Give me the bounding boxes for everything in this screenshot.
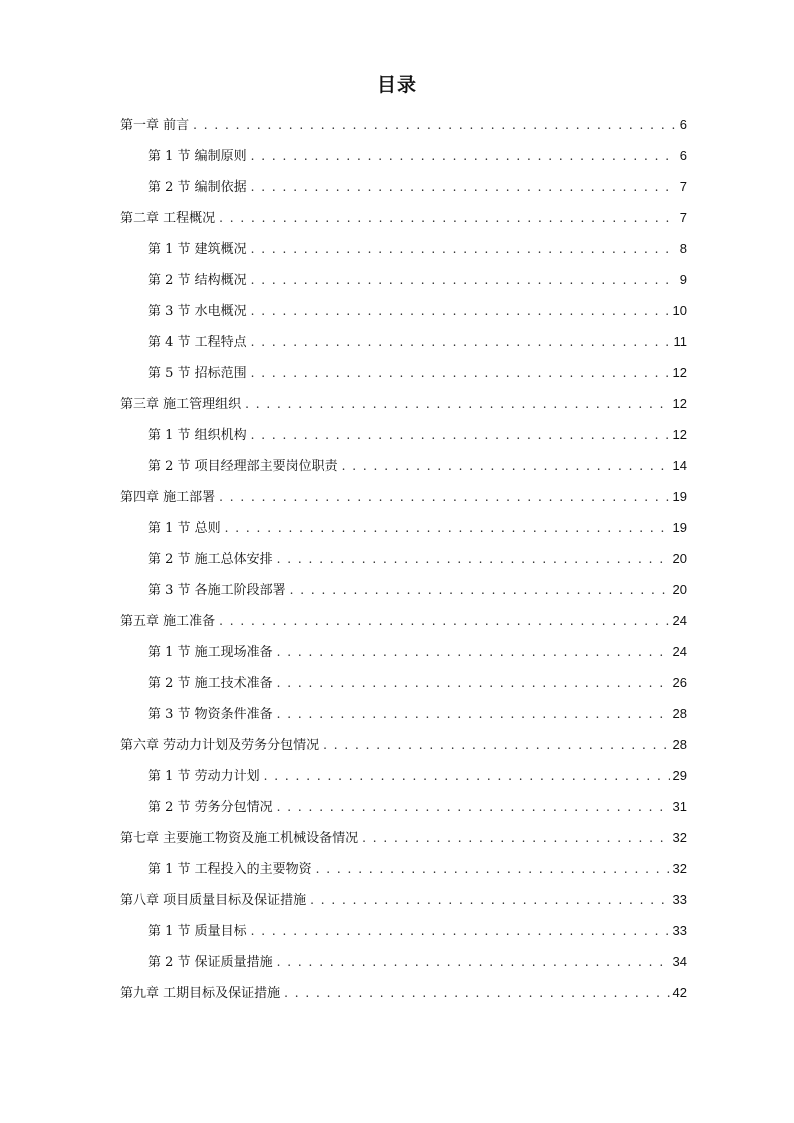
toc-page-number: 6 (679, 148, 687, 163)
toc-page-number: 33 (672, 923, 687, 938)
toc-chapter-entry[interactable] (120, 481, 687, 512)
toc-page-number: 32 (672, 830, 687, 845)
toc-section-entry[interactable] (120, 667, 687, 698)
toc-dot-leader (245, 389, 669, 420)
toc-entry-label: 第 2 节 结构概况 (148, 273, 247, 288)
toc-section-entry[interactable] (120, 698, 687, 729)
toc-page-number: 8 (679, 241, 687, 256)
toc-chapter-entry[interactable] (120, 388, 687, 419)
toc-page-number: 12 (672, 427, 687, 442)
toc-dot-leader (264, 761, 670, 792)
toc-entry-label: 第 1 节 编制原则 (148, 149, 247, 164)
toc-dot-leader (251, 358, 670, 389)
toc-entry-label: 第 4 节 工程特点 (148, 335, 247, 350)
toc-dot-leader (284, 978, 669, 1009)
toc-page-number: 26 (672, 675, 687, 690)
toc-list (120, 109, 687, 1008)
toc-section-entry[interactable] (120, 233, 687, 264)
toc-section-entry[interactable] (120, 357, 687, 388)
toc-dot-leader (277, 668, 670, 699)
toc-dot-leader (219, 606, 669, 637)
toc-section-entry[interactable] (120, 264, 687, 295)
toc-page-number: 31 (672, 799, 687, 814)
toc-entry-label: 第 2 节 项目经理部主要岗位职责 (148, 459, 338, 474)
toc-chapter-entry[interactable] (120, 109, 687, 140)
toc-entry-label: 第 2 节 施工技术准备 (148, 676, 273, 691)
toc-dot-leader (219, 482, 669, 513)
toc-section-entry[interactable] (120, 295, 687, 326)
toc-section-entry[interactable] (120, 326, 687, 357)
toc-dot-leader (277, 544, 670, 575)
toc-entry-label: 第 3 节 物资条件准备 (148, 707, 273, 722)
toc-dot-leader (225, 513, 670, 544)
toc-section-entry[interactable] (120, 574, 687, 605)
toc-page-number: 19 (672, 489, 687, 504)
toc-section-entry[interactable] (120, 512, 687, 543)
toc-page-number: 28 (672, 737, 687, 752)
toc-entry-label: 第 3 节 水电概况 (148, 304, 247, 319)
toc-page-number: 12 (672, 365, 687, 380)
toc-page-number: 14 (672, 458, 687, 473)
toc-title: 目录 (376, 74, 417, 96)
toc-dot-leader (290, 575, 670, 606)
toc-entry-label: 第 1 节 劳动力计划 (148, 769, 260, 784)
toc-entry-label: 第 2 节 劳务分包情况 (148, 800, 273, 815)
toc-page-number: 20 (672, 582, 687, 597)
toc-entry-label: 第 2 节 施工总体安排 (148, 552, 273, 567)
toc-section-entry[interactable] (120, 419, 687, 450)
toc-dot-leader (193, 110, 677, 141)
toc-entry-label: 第八章 项目质量目标及保证措施 (120, 893, 307, 908)
toc-page-number: 7 (679, 179, 687, 194)
toc-page-number: 11 (673, 334, 687, 349)
toc-section-entry[interactable] (120, 450, 687, 481)
toc-dot-leader (251, 296, 670, 327)
toc-entry-label: 第 3 节 各施工阶段部署 (148, 583, 286, 598)
toc-page-number: 33 (672, 892, 687, 907)
toc-page-number: 34 (672, 954, 687, 969)
toc-entry-label: 第 1 节 总则 (148, 521, 221, 536)
toc-dot-leader (251, 172, 677, 203)
toc-dot-leader (277, 637, 670, 668)
toc-chapter-entry[interactable] (120, 822, 687, 853)
toc-entry-label: 第 2 节 编制依据 (148, 180, 247, 195)
toc-dot-leader (323, 730, 669, 761)
toc-section-entry[interactable] (120, 915, 687, 946)
toc-page-number: 29 (672, 768, 687, 783)
toc-entry-label: 第 1 节 工程投入的主要物资 (148, 862, 312, 877)
toc-dot-leader (251, 141, 677, 172)
toc-chapter-entry[interactable] (120, 884, 687, 915)
toc-entry-label: 第 2 节 保证质量措施 (148, 955, 273, 970)
toc-section-entry[interactable] (120, 140, 687, 171)
toc-entry-label: 第 5 节 招标范围 (148, 366, 247, 381)
toc-dot-leader (362, 823, 669, 854)
toc-entry-label: 第三章 施工管理组织 (120, 397, 242, 412)
toc-entry-label: 第五章 施工准备 (120, 614, 216, 629)
toc-entry-label: 第四章 施工部署 (120, 490, 216, 505)
toc-section-entry[interactable] (120, 946, 687, 977)
toc-page-number: 7 (679, 210, 687, 225)
toc-section-entry[interactable] (120, 760, 687, 791)
toc-section-entry[interactable] (120, 636, 687, 667)
toc-chapter-entry[interactable] (120, 977, 687, 1008)
toc-entry-label: 第 1 节 施工现场准备 (148, 645, 273, 660)
toc-page-number: 32 (672, 861, 687, 876)
toc-dot-leader (316, 854, 670, 885)
toc-section-entry[interactable] (120, 543, 687, 574)
toc-entry-label: 第一章 前言 (120, 118, 190, 133)
toc-dot-leader (251, 265, 677, 296)
toc-page-number: 28 (672, 706, 687, 721)
toc-dot-leader (251, 916, 670, 947)
toc-entry-label: 第 1 节 质量目标 (148, 924, 247, 939)
toc-entry-label: 第九章 工期目标及保证措施 (120, 986, 281, 1001)
toc-page-number: 10 (672, 303, 687, 318)
toc-dot-leader (277, 947, 670, 978)
toc-chapter-entry[interactable] (120, 202, 687, 233)
toc-entry-label: 第 1 节 组织机构 (148, 428, 247, 443)
toc-section-entry[interactable] (120, 171, 687, 202)
toc-entry-label: 第 1 节 建筑概况 (148, 242, 247, 257)
toc-entry-label: 第六章 劳动力计划及劳务分包情况 (120, 738, 320, 753)
toc-dot-leader (251, 327, 671, 358)
toc-dot-leader (277, 792, 670, 823)
toc-page-number: 9 (679, 272, 687, 287)
toc-chapter-entry[interactable] (120, 605, 687, 636)
toc-page-number: 12 (672, 396, 687, 411)
toc-section-entry[interactable] (120, 791, 687, 822)
toc-dot-leader (251, 420, 670, 451)
toc-dot-leader (342, 451, 670, 482)
toc-page-number: 6 (679, 117, 687, 132)
toc-dot-leader (251, 234, 677, 265)
toc-entry-label: 第七章 主要施工物资及施工机械设备情况 (120, 831, 359, 846)
toc-dot-leader (219, 203, 677, 234)
toc-page-number: 20 (672, 551, 687, 566)
toc-dot-leader (277, 699, 670, 730)
toc-dot-leader (310, 885, 669, 916)
toc-entry-label: 第二章 工程概况 (120, 211, 216, 226)
toc-page-number: 42 (672, 985, 687, 1000)
toc-page-number: 19 (672, 520, 687, 535)
toc-section-entry[interactable] (120, 853, 687, 884)
toc-page-number: 24 (672, 613, 687, 628)
toc-chapter-entry[interactable] (120, 729, 687, 760)
toc-page-number: 24 (672, 644, 687, 659)
